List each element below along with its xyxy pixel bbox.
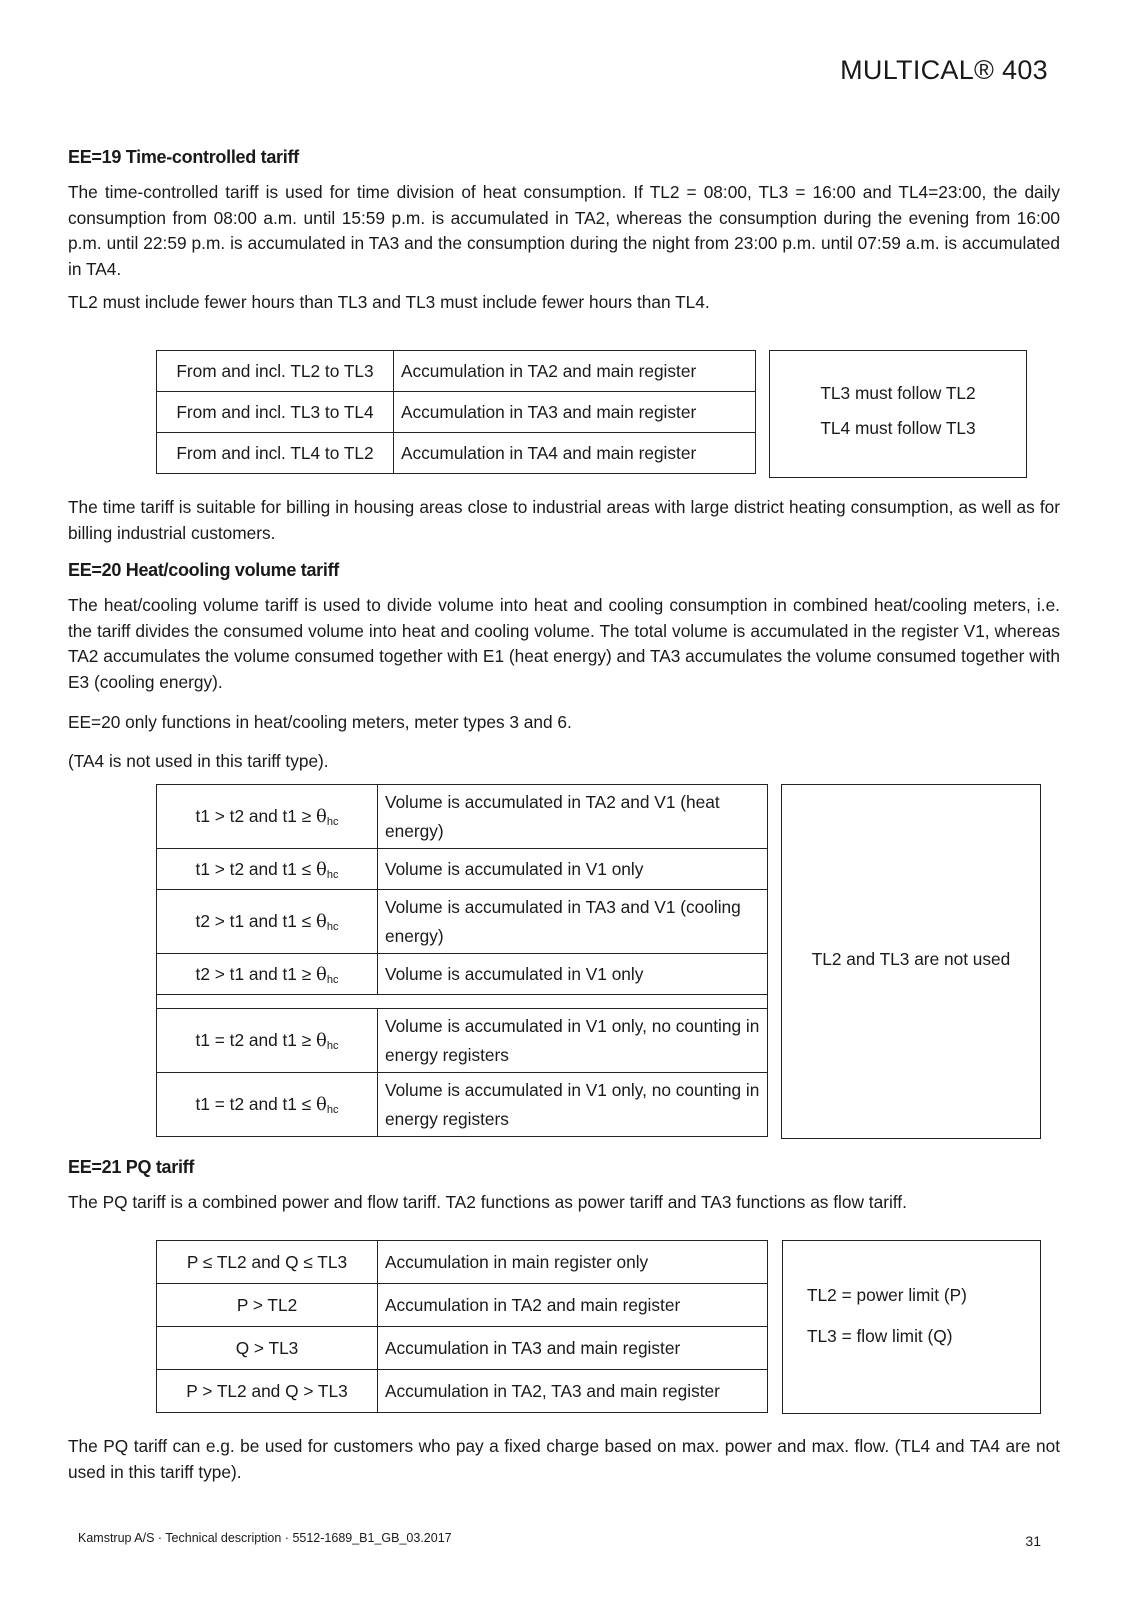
table-row-spacer [157,995,768,1009]
table-cell: t2 > t1 and t1 ≤ θhc [157,890,378,954]
table-cell: Accumulation in TA2 and main register [378,1284,768,1327]
table-cell: Volume is accumulated in V1 only, no counting in energy registers [378,1073,768,1137]
table-row [157,351,756,392]
note-box [769,350,1027,478]
table-cell: t1 > t2 and t1 ≤ θhc [157,849,378,890]
note-line: TL2 = power limit (P) [807,1285,967,1305]
section-heading-ee19: EE=19 Time-controlled tariff [68,147,299,167]
table-row [157,1241,768,1284]
theta-symbol: θ [316,806,327,827]
note-line: TL3 = flow limit (Q) [807,1326,953,1346]
paragraph: The PQ tariff can e.g. be used for customers who pay a fixed charge based on max. power and max. flow. (TL4 and TA4 are not used in this tariff type). [68,1436,1060,1482]
table-row [157,1073,768,1137]
note-box [782,1240,1041,1414]
note-line: TL4 must follow TL3 [820,418,976,438]
table-cell: P > TL2 [157,1284,378,1327]
paragraph: The time-controlled tariff is used for time division of heat consumption. If TL2 = 08:00, TL3 = 16:00 and TL4=23:00, the daily consumption from 08:00 a.m. until 15:59 p.m. is accumulated in TA2, whereas the consumption during the evening from 16:00 p.m. until 22:59 p.m. is accumulated in TA3 and the consumption during the night from 23:00 p.m. until 07:59 a.m. is accumulated in TA4. [68,182,1060,279]
time-tariff-table [156,350,756,474]
subscript: hc [326,1104,339,1116]
paragraph: The heat/cooling volume tariff is used to divide volume into heat and cooling consumption in combined heat/cooling meters, i.e. the tariff divides the consumed volume into heat and cooling volume. The total volume is accumulated in the register V1, whereas TA2 accumulates the volume consumed together with E1 (heat energy) and TA3 accumulates the volume consumed together with E3 (cooling energy). [68,595,1060,692]
table-cell: P > TL2 and Q > TL3 [157,1370,378,1413]
table-cell: Volume is accumulated in V1 only [378,849,768,890]
table-cell: Accumulation in TA3 and main register [394,392,756,433]
paragraph: The PQ tariff is a combined power and flow tariff. TA2 functions as power tariff and TA3 functions as flow tariff. [68,1192,907,1212]
table-row [157,1284,768,1327]
theta-symbol: θ [316,963,327,985]
table-cell: t1 > t2 and t1 ≥ θhc [157,785,378,849]
table-row [157,1370,768,1413]
table-cell: From and incl. TL2 to TL3 [157,351,394,392]
table-cell [157,995,768,1009]
table-cell: Volume is accumulated in V1 only [378,954,768,995]
pq-tariff-table [156,1240,768,1413]
table-cell: P ≤ TL2 and Q ≤ TL3 [157,1241,378,1284]
table-cell: Volume is accumulated in V1 only, no counting in energy registers [378,1009,768,1073]
note-line: TL3 must follow TL2 [820,383,976,403]
note-box [781,784,1041,1139]
theta-symbol: θ [316,1030,327,1051]
subscript: hc [326,868,339,881]
subscript: hc [326,1040,339,1052]
table-cell: Volume is accumulated in TA3 and V1 (cooling energy) [378,890,768,954]
paragraph: The time tariff is suitable for billing in housing areas close to industrial areas with large district heating consumption, as well as for billing industrial customers. [68,497,1060,543]
table-row [157,433,756,474]
table-row [157,1009,768,1073]
subscript: hc [326,973,339,986]
table-cell: Q > TL3 [157,1327,378,1370]
heat-cooling-table [156,784,768,1137]
table-cell: Volume is accumulated in TA2 and V1 (heat energy) [378,785,768,849]
table-row [157,785,768,849]
paragraph: EE=20 only functions in heat/cooling meters, meter types 3 and 6. [68,712,572,732]
table-cell: From and incl. TL4 to TL2 [157,433,394,474]
table-row [157,890,768,954]
table-cell: Accumulation in TA4 and main register [394,433,756,474]
table-cell: Accumulation in TA2, TA3 and main register [378,1370,768,1413]
section-heading-ee21: EE=21 PQ tariff [68,1157,195,1177]
note-line: TL2 and TL3 are not used [811,949,1011,969]
table-row [157,849,768,890]
table-cell: Accumulation in TA2 and main register [394,351,756,392]
subscript: hc [326,921,339,933]
table-cell: t2 > t1 and t1 ≥ θhc [157,954,378,995]
section-heading-ee20: EE=20 Heat/cooling volume tariff [68,560,339,580]
table-cell: t1 = t2 and t1 ≤ θhc [157,1073,378,1137]
document-title: MULTICAL® 403 [840,55,1048,85]
paragraph: (TA4 is not used in this tariff type). [68,751,329,771]
table-row [157,954,768,995]
table-cell: Accumulation in main register only [378,1241,768,1284]
table-row [157,392,756,433]
footer-text: Kamstrup A/S · Technical description · 5512-1689_B1_GB_03.2017 [78,1531,452,1545]
table-cell: t1 = t2 and t1 ≥ θhc [157,1009,378,1073]
theta-symbol: θ [316,911,327,932]
theta-symbol: θ [316,1094,327,1115]
theta-symbol: θ [316,858,327,880]
table-cell: From and incl. TL3 to TL4 [157,392,394,433]
subscript: hc [326,816,339,828]
table-row [157,1327,768,1370]
paragraph: TL2 must include fewer hours than TL3 and TL3 must include fewer hours than TL4. [68,292,710,312]
table-cell: Accumulation in TA3 and main register [378,1327,768,1370]
page-number: 31 [1025,1533,1041,1549]
